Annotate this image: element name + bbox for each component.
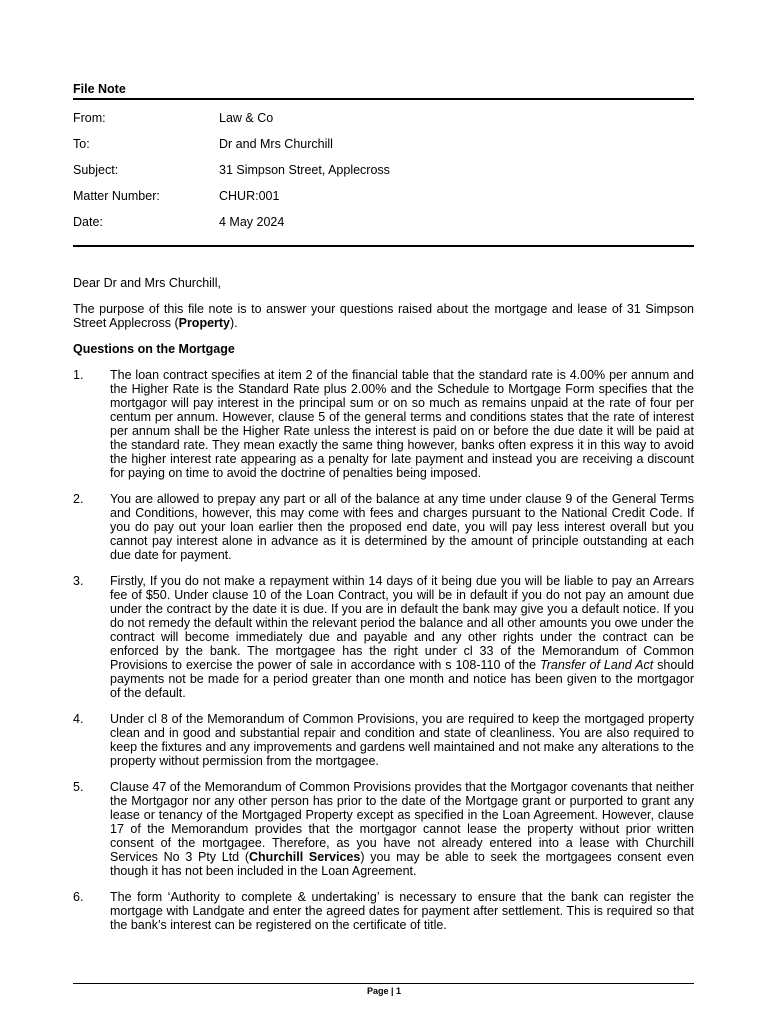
meta-value: CHUR:001 xyxy=(219,189,280,203)
item-text-part: Firstly, If you do not make a repayment within 14 days of it being due you will be liable to pay an Arrears fee of $50. Under clause 10 of the Loan Contract, you will be in default if you do not pay an amount due under the contract by the date it is due. If you are in default the bank may give you a default notice. If you do not remedy the default within the relevant period the balance and all other amounts you owe under the contract will become immediately due and payable and any other rights under the contract can be enforced by the bank. The mortgagee has the right under cl 33 of the Memorandum of Common Provisions to exercise the power of sale in accordance with s 108-110 of the xyxy=(110,574,694,672)
item-text: You are allowed to prepay any part or all of the balance at any time under clause 9 of the General Terms and Conditions, however, this may come with fees and charges pursuant to the National Credit Code. If you do pay out your loan earlier then the proposed end date, you will pay less interest overall but you cannot pay interest alone in advance as it is determined by the amount of principle outstanding at each due date for payment. xyxy=(110,492,694,562)
meta-label: From: xyxy=(73,111,106,125)
item-text-part: should payments not be made for a period greater than one month and notice has been given to the mortgagor of the default. xyxy=(110,658,695,700)
item-text-part: ) you may be able to seek the mortgagees consent even though it has not been included in the Loan Agreement. xyxy=(110,850,694,878)
meta-row-to xyxy=(73,137,694,163)
intro-text: The purpose of this file note is to answer your questions raised about the mortgage and lease of 31 Simpson Street Applecross ( xyxy=(73,302,694,330)
meta-value: 31 Simpson Street, Applecross xyxy=(219,163,390,177)
section-heading: Questions on the Mortgage xyxy=(73,342,235,356)
file-note-title: File Note xyxy=(73,82,126,96)
act-title: Transfer of Land Act xyxy=(540,658,654,672)
page-number: Page | 1 xyxy=(366,986,402,996)
salutation: Dear Dr and Mrs Churchill, xyxy=(73,276,221,290)
meta-value: Dr and Mrs Churchill xyxy=(219,137,333,151)
meta-value: 4 May 2024 xyxy=(219,215,285,229)
meta-label: Matter Number: xyxy=(73,189,160,203)
intro-text-end: ). xyxy=(230,316,238,330)
letter-body xyxy=(73,276,694,944)
item-number: 2. xyxy=(73,492,84,506)
meta-value: Law & Co xyxy=(219,111,274,125)
item-number: 5. xyxy=(73,780,84,794)
item-text: The form ‘Authority to complete & undertaking’ is necessary to ensure that the bank can register the mortgage with Landgate and enter the agreed dates for payment after settlement. This is required so that the bank’s interest can be registered on the certificate of title. xyxy=(110,890,694,932)
item-number: 3. xyxy=(73,574,84,588)
list-item xyxy=(73,780,694,878)
header-top-rule xyxy=(73,98,694,100)
intro-defined-term: Property xyxy=(178,316,231,330)
metadata-table xyxy=(73,111,694,241)
meta-row-matter-number xyxy=(73,189,694,215)
meta-row-from xyxy=(73,111,694,137)
item-number: 4. xyxy=(73,712,84,726)
list-item xyxy=(73,492,694,562)
meta-label: Subject: xyxy=(73,163,119,177)
list-item xyxy=(73,574,694,700)
meta-label: To: xyxy=(73,137,90,151)
item-text: The loan contract specifies at item 2 of the financial table that the standard rate is 4.00% per annum and the Higher Rate is the Standard Rate plus 2.00% and the Schedule to Mortgage Form specifies that the mortgagor will pay interest in the principal sum or on so much as remains unpaid at the rate of four per centum per annum. However, clause 5 of the general terms and conditions states that the rate of interest per annum shall be the Higher Rate unless the interest is paid on or before the due date it will be paid at the standard rate. They mean exactly the same thing however, banks often express it in this way to avoid the higher interest rate appearing as a penalty for late payment and instead you are receiving a discount for paying on time to avoid the doctrine of penalties being imposed. xyxy=(110,368,694,480)
item-text xyxy=(110,780,694,878)
intro-paragraph xyxy=(73,302,694,330)
footer-rule xyxy=(73,983,694,984)
defined-term: Churchill Services xyxy=(249,850,361,864)
meta-row-date xyxy=(73,215,694,241)
item-text-part: Clause 47 of the Memorandum of Common Provisions provides that the Mortgagor covenants that neither the Mortgagor nor any other person has prior to the date of the Mortgage grant or purported to grant any lease or tenancy of the Mortgaged Property except as specified in the Loan Agreement. However, clause 17 of the Memorandum provides that the mortgagor cannot lease the property without prior written consent of the mortgagee. Therefore, as you have not already entered into a lease with Churchill Services No 3 Pty Ltd ( xyxy=(110,780,694,864)
item-number: 1. xyxy=(73,368,84,382)
header-bottom-rule xyxy=(73,245,694,247)
list-item xyxy=(73,890,694,932)
item-text xyxy=(110,574,694,700)
meta-label: Date: xyxy=(73,215,103,229)
item-number: 6. xyxy=(73,890,84,904)
list-item xyxy=(73,368,694,480)
list-item xyxy=(73,712,694,768)
item-text: Under cl 8 of the Memorandum of Common Provisions, you are required to keep the mortgaged property clean and in good and substantial repair and condition and state of cleanliness. You are also required to keep the fixtures and any improvements and gardens well maintained and not make any alterations to the property without permission from the mortgagee. xyxy=(110,712,694,768)
meta-row-subject xyxy=(73,163,694,189)
